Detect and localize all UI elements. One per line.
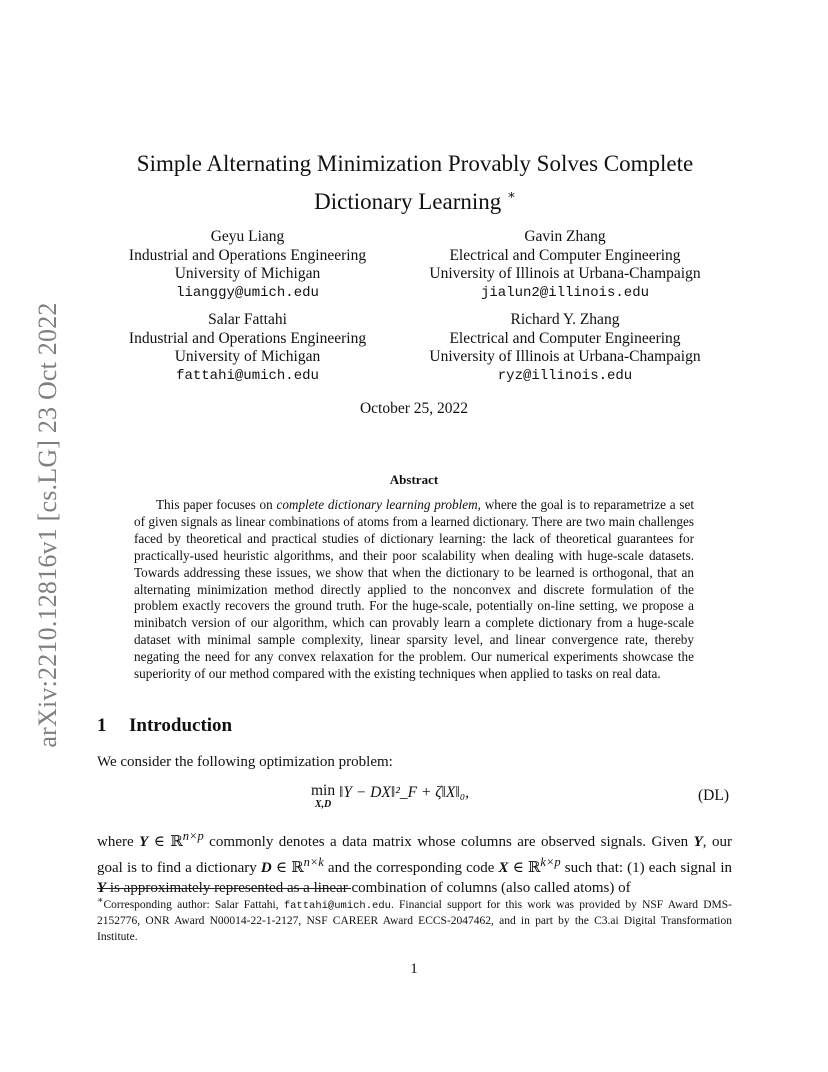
author-email: lianggy@umich.edu [176, 284, 319, 301]
author-dept: Electrical and Computer Engineering [449, 246, 681, 264]
paper-date: October 25, 2022 [359, 400, 469, 417]
author-univ: University of Illinois at Urbana-Champaign [429, 348, 701, 366]
page-number: 1 [410, 961, 418, 977]
author-univ: University of Illinois at Urbana-Champaign [429, 265, 701, 283]
equation-expression: ‖Y − DX‖²_F + ζ‖X‖₀, [339, 784, 469, 801]
abstract-emphasis: complete dictionary learning problem [276, 497, 478, 512]
author-email: jialun2@illinois.edu [480, 284, 650, 301]
section-title: Introduction [129, 715, 233, 736]
paper-title [110, 148, 720, 217]
author-block-2 [400, 228, 730, 302]
abstract-text: , where the goal is to reparametrize a set of given signals as linear combinations of atoms from a learned dictionary. There are two main challenges faced by theoretical and practical studies of dictionary learning: the lack of theoretical guarantees for practically-used heuristic algorithms, and their poor scalability when dealing with huge-scale datasets. Towards addressing these issues, we show that when the dictionary to be learned is orthogonal, that an alternating minimization method directly applied to the nonconvex and discrete formulation of the problem exactly recovers the ground truth. For the huge-scale, potentially on-line setting, we propose a minibatch version of our algorithm, which can provably learn a complete dictionary from a huge-scale dataset with minimal sample complexity, linear sparsity level, and linear convergence rate, thereby negating the need for any convex relaxation for the problem. Our numerical experiments showcase the superiority of our method compared with the existing techniques when applied to tasks on real data. [134, 497, 695, 682]
author-email: ryz@illinois.edu [497, 367, 633, 384]
title-footnote-mark: ∗ [507, 187, 516, 202]
arxiv-id: arXiv:2210.12816v1 [cs.LG] 23 Oct 2022 [33, 302, 62, 748]
title-line-2: Dictionary Learning [314, 189, 502, 214]
author-dept: Electrical and Computer Engineering [449, 329, 681, 347]
abstract-body [134, 497, 694, 683]
abstract-intro: This paper focuses on [156, 497, 277, 512]
intro-paragraph: We consider the following optimization problem: [97, 754, 393, 770]
author-name: Salar Fattahi [208, 311, 287, 328]
footnote: ∗Corresponding author: Salar Fattahi, fattahi@umich.edu. Financial support for this work was provided by NSF Award DMS-2152776, ONR Award N00014-22-1-2127, NSF CAREER Award ECCS-2047462, and in part by the C3.ai Digital Transformation Institute. [97, 895, 733, 944]
author-block-1 [95, 228, 400, 302]
equation-subscript: X,D [314, 799, 332, 810]
equation-operator: min X,D [311, 782, 336, 810]
author-block-3 [95, 311, 400, 385]
author-name: Geyu Liang [210, 228, 285, 245]
author-name: Gavin Zhang [524, 228, 606, 245]
equation-body [311, 784, 469, 812]
body-paragraph: where Y ∈ ℝ$^{n\times p}$ commonly denotes a data matrix whose columns are observed signals. Given Y, our goal is to find a dictionary D ∈ ℝ$^{n\times k}$ and the corresponding code X ∈ ℝ$^{k\times p}$ such that: (1) each signal in Y is approximately represented as a linear combination of columns (also called atoms) of [97, 829, 732, 896]
section-number: 1 [97, 715, 107, 736]
author-univ: University of Michigan [174, 265, 321, 283]
abstract-heading: Abstract [389, 472, 439, 487]
equation-dl [0, 784, 828, 814]
footnote-mark: ∗ [97, 895, 104, 906]
footnote-rule [97, 888, 351, 889]
equation-tag: (DL) [698, 787, 729, 804]
author-dept: Industrial and Operations Engineering [128, 329, 367, 347]
author-dept: Industrial and Operations Engineering [128, 246, 367, 264]
footnote-email: fattahi@umich.edu [283, 899, 391, 912]
author-block-4 [400, 311, 730, 385]
author-name: Richard Y. Zhang [510, 311, 620, 328]
section-heading [97, 715, 232, 737]
author-univ: University of Michigan [174, 348, 321, 366]
title-line-1: Simple Alternating Minimization Provably Solves Complete [136, 151, 694, 176]
author-email: fattahi@umich.edu [176, 367, 319, 384]
